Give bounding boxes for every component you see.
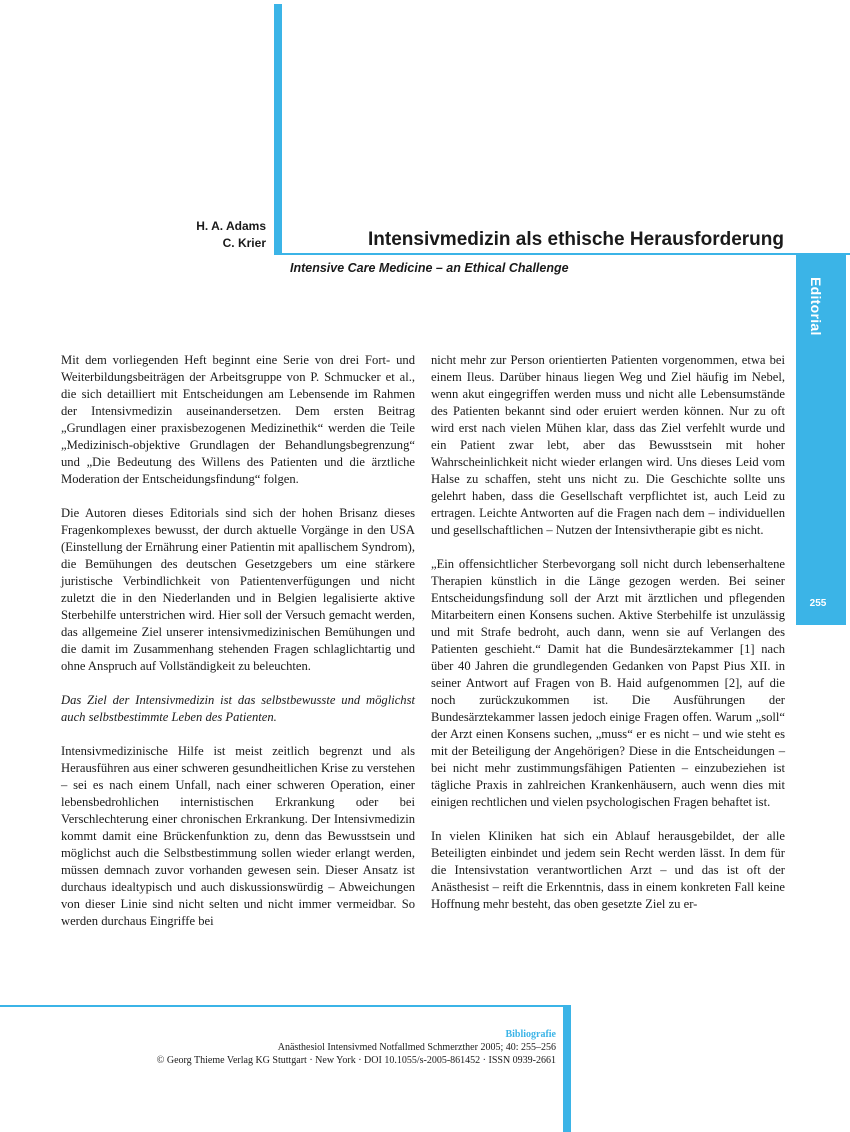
bibliography-heading: Bibliografie (505, 1029, 556, 1040)
article-subtitle: Intensive Care Medicine – an Ethical Challenge (290, 261, 569, 275)
paragraph: „Ein offensichtlicher Sterbevorgang soll nicht durch lebenserhaltene Therapien künstlich in die Länge gezogen werden. Bei seiner Entscheidungsfindung soll der Arzt mit ärztlichen und pflegenden Mitarbeitern einen Konsens suchen. Aktive Sterbehilfe ist unzulässig und mit Strafe bedroht, auch dann, wenn sie auf Verlangen des Patienten geschieht.“ Damit hat die Bundesärztekammer [1] nach über 40 Jahren die grundlegenden Gedanken von Papst Pius XII. in seiner Antwort auf Fragen von B. Haid aufgenommen [2], auf die noch zurückzukommen ist. Die Ausführungen der Bundesärztekammer lassen jedoch einige Fragen offen. Warum „soll“ der Arzt einen Konsens suchen, „muss“ er es nicht – und wie steht es mit der Beteiligung der Angehörigen? Diese in die Entscheidungen – bei nicht mehr zustimmungsfähigen Patienten – einzubeziehen ist tägliche Praxis in zahlreichen Krankenhäusern, auch wenn dies mit einigen rechtlichen und vielen psychologischen Fragen behaftet ist. (431, 557, 785, 809)
section-side-tab (796, 255, 846, 625)
paragraph: Intensivmedizinische Hilfe ist meist zeitlich begrenzt und als Herausführen aus einer schweren gesundheitlichen Krise zu verstehen – sei es nach einem Unfall, nach einer schweren Operation, einer lebensbedrohlichen internistischen Erkrankung oder bei Verschlechterung einer chronischen Erkrankung. Der Intensivmedizin kommt damit eine Brückenfunktion zu, denn das Bewusstsein und möglichst auch die Selbstbestimmung sollen wieder erlangt werden, müssen demnach zuvor vorhanden gewesen sein. Dieser Ansatz ist durchaus idealtypisch und auch diskussionswürdig – Abweichungen von dieser Linie sind nicht selten und nicht immer vermeidbar. So werden durchaus Eingriffe bei (61, 744, 415, 928)
left-text-column (61, 352, 415, 947)
header-rule (274, 253, 850, 255)
emphasis-paragraph: Das Ziel der Intensivmedizin ist das selbstbewusste und möglichst auch selbstbestimmte Leben des Patienten. (61, 693, 415, 724)
bibliography-block (157, 1028, 556, 1067)
bottom-accent-bar (563, 1005, 571, 1132)
paragraph: In vielen Kliniken hat sich ein Ablauf herausgebildet, der alle Beteiligten einbindet und jedem sein Recht werden lässt. In dem für die Intensivstation verantwortlichen Arzt – und das ist oft der Anästhesist – reift die Erkenntnis, dass in einem konkreten Fall keine Hoffnung mehr besteht, das oben gesetzte Ziel zu er- (431, 829, 785, 911)
section-label: Editorial (808, 277, 824, 336)
journal-citation: Anästhesiol Intensivmed Notfallmed Schmerzther 2005; 40: 255–256 (277, 1042, 556, 1053)
paragraph: Mit dem vorliegenden Heft beginnt eine Serie von drei Fort- und Weiterbildungsbeiträgen der Arbeitsgruppe von P. Schmucker et al., die sich detailliert mit Entscheidungen am Lebensende im Rahmen der Intensivmedizin auseinandersetzen. Dem ersten Beitrag „Grundlagen einer praxisbezogenen Medizinethik“ werden die Teile „Medizinisch-objektive Grundlagen der Behandlungsbegrenzung“ und „Die Bedeutung des Willens des Patienten und die ärztliche Moderation der Entscheidungsfindung“ folgen. (61, 353, 415, 486)
paragraph: Die Autoren dieses Editorials sind sich der hohen Brisanz dieses Fragenkomplexes bewusst, der durch aktuelle Vorgänge in den USA (Einstellung der Ernährung einer Patientin mit apallischem Syndrom), die Bemühungen des deutschen Gesetzgebers um eine stärkere juristische Verbindlichkeit von Patientenverfügungen und nicht zuletzt die in den Niederlanden und in Belgien legalisierte aktive Sterbehilfe unterstrichen wird. Hier soll der Versuch gemacht werden, das allgemeine Ziel unserer intensivmedizinischen Bemühungen und die damit im Zusammenhang stehenden Fragen schlaglichtartig und ohne Anspruch auf Vollständigkeit zu beleuchten. (61, 506, 415, 673)
top-accent-bar (274, 4, 282, 254)
publisher-line: © Georg Thieme Verlag KG Stuttgart · New York · DOI 10.1055/s-2005-861452 · ISSN 0939-2661 (156, 1055, 556, 1066)
article-title: Intensivmedizin als ethische Herausforderung (368, 229, 784, 250)
right-text-column (431, 352, 785, 930)
author-list (196, 218, 266, 252)
footer-rule (0, 1005, 566, 1007)
page-number: 255 (809, 598, 827, 609)
author-name: C. Krier (222, 236, 266, 250)
paragraph: nicht mehr zur Person orientierten Patienten vorgenommen, etwa bei einem Ileus. Darüber hinaus liegen Weg und Ziel häufig im Nebel, wenn akut eingegriffen werden muss und nicht alle Lebensumstände des Patienten bekannt sind oder eruiert werden können. Nur zu oft wird erst nach vielen Mühen klar, dass das Ziel verfehlt wurde und ein Patient zwar lebt, aber das Bewusstsein mit hoher Wahrscheinlichkeit nicht wieder erlangen wird. Uns dieses Leid vom Halse zu schaffen, steht uns nicht zu. Die Geschichte sollte uns gelehrt haben, dass die Gesellschaft verpflichtet ist, auch Leid zu ertragen. Leichte Antworten auf die Fragen nach dem – individuellen und gesellschaftlichen – Nutzen der Intensivtherapie gibt es nicht. (431, 353, 785, 537)
author-name: H. A. Adams (196, 219, 266, 233)
